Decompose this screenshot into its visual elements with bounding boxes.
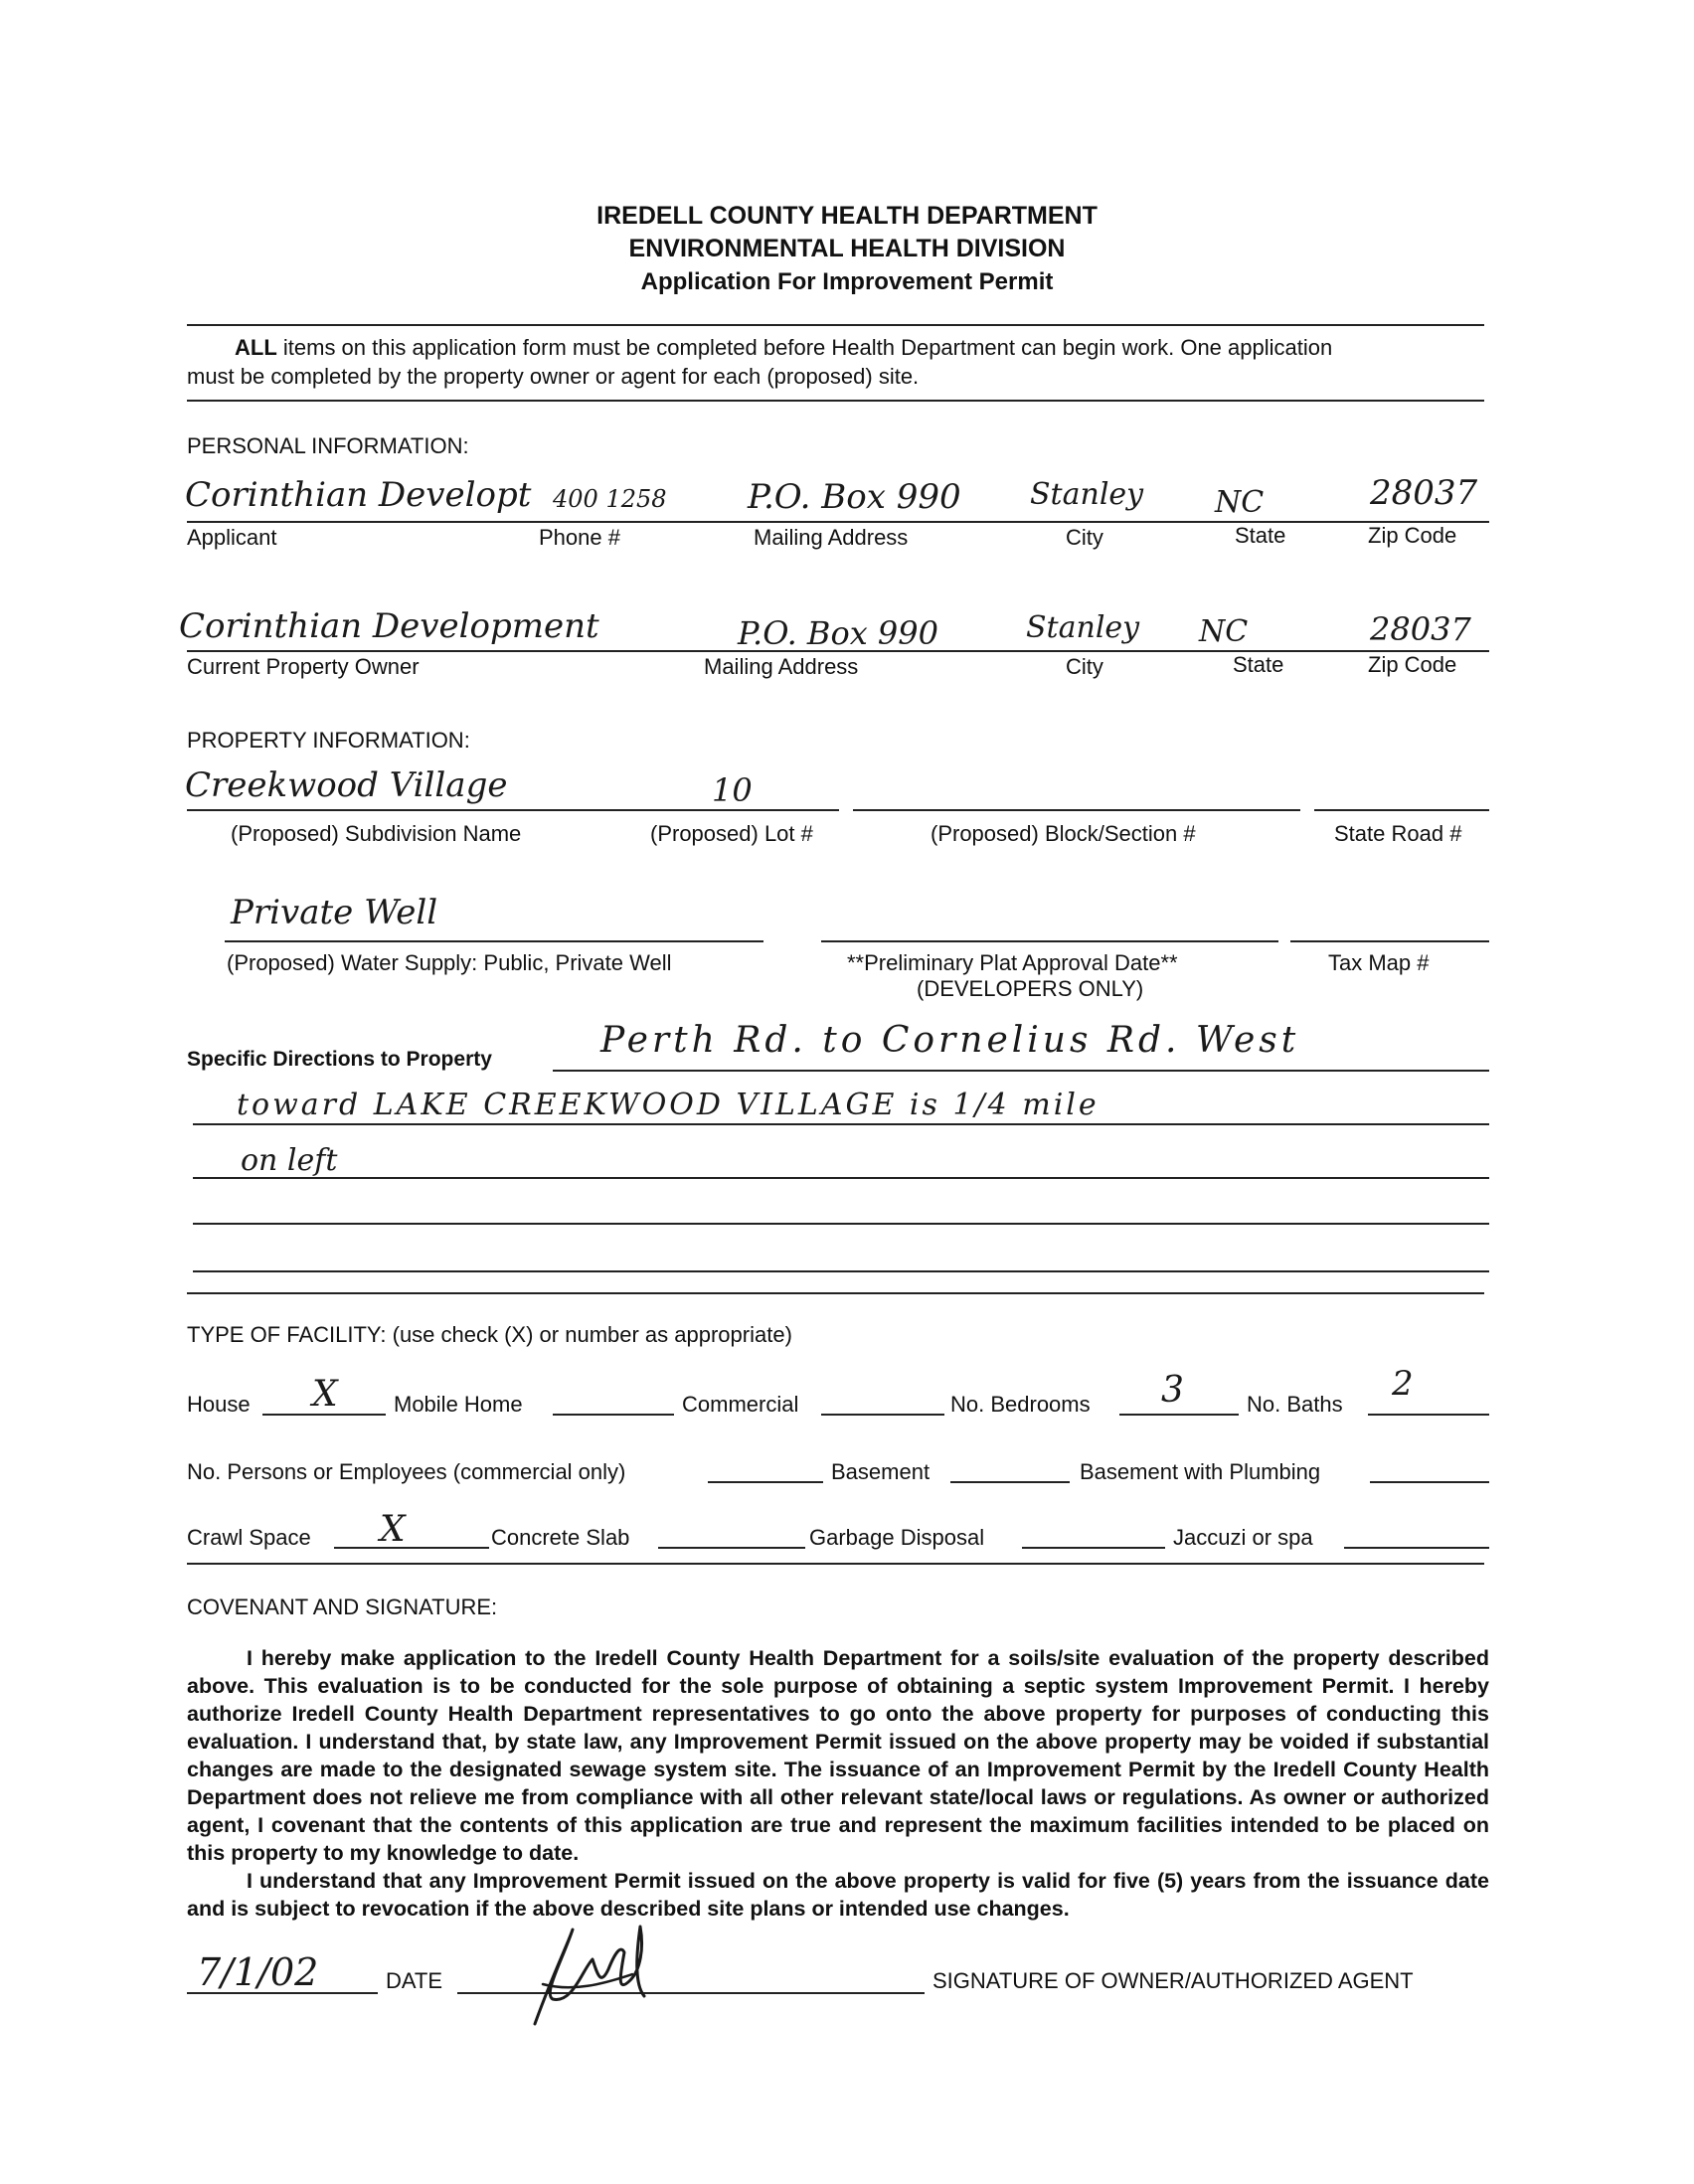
owner-zip-value[interactable]: 28037	[1370, 610, 1471, 648]
signature-label: SIGNATURE OF OWNER/AUTHORIZED AGENT	[932, 1968, 1414, 1993]
phone-label: Phone #	[539, 525, 620, 550]
intro-line-1	[235, 335, 1332, 361]
crawl-space-label: Crawl Space	[187, 1525, 311, 1550]
baths-line	[1368, 1414, 1489, 1416]
city-value[interactable]: Stanley	[1030, 477, 1144, 512]
house-checkbox[interactable]: X	[312, 1374, 338, 1415]
crawl-space-line	[334, 1547, 489, 1549]
state-road-label: State Road #	[1334, 821, 1462, 846]
plat-approval-label: **Preliminary Plat Approval Date**	[847, 950, 1178, 975]
basement-plumbing-line[interactable]	[1370, 1481, 1489, 1483]
owner-line	[187, 650, 1489, 652]
baths-label: No. Baths	[1247, 1392, 1343, 1417]
basement-line[interactable]	[950, 1481, 1070, 1483]
bedrooms-value[interactable]: 3	[1161, 1370, 1184, 1411]
garbage-disposal-label: Garbage Disposal	[809, 1525, 985, 1550]
mobile-home-line[interactable]	[553, 1414, 674, 1416]
division-title: ENVIRONMENTAL HEALTH DIVISION	[628, 235, 1066, 262]
baths-value[interactable]: 2	[1392, 1364, 1414, 1404]
divider	[187, 1292, 1484, 1294]
date-line	[187, 1992, 378, 1994]
department-title: IREDELL COUNTY HEALTH DEPARTMENT	[596, 202, 1098, 230]
zip-value[interactable]: 28037	[1370, 473, 1478, 513]
directions-underline-2	[193, 1123, 1489, 1125]
directions-underline-4	[193, 1223, 1489, 1225]
date-label: DATE	[386, 1968, 443, 1993]
applicant-value[interactable]: Corinthian Developt	[185, 475, 532, 515]
concrete-slab-label: Concrete Slab	[491, 1525, 630, 1550]
city-label: City	[1066, 525, 1103, 550]
basement-plumbing-label: Basement with Plumbing	[1080, 1459, 1321, 1484]
divider	[187, 1563, 1484, 1565]
directions-line-3[interactable]: on left	[241, 1143, 338, 1178]
facility-heading	[187, 1322, 792, 1348]
directions-label: Specific Directions to Property	[187, 1048, 492, 1071]
bedrooms-line	[1119, 1414, 1239, 1416]
subdivision-label: (Proposed) Subdivision Name	[231, 821, 522, 846]
owner-mailing-value[interactable]: P.O. Box 990	[738, 614, 938, 652]
directions-line-1[interactable]: Perth Rd. to Cornelius Rd. West	[600, 1020, 1300, 1061]
mailing-address-label: Mailing Address	[754, 525, 909, 550]
divider	[187, 324, 1484, 326]
house-label: House	[187, 1392, 251, 1417]
water-line	[225, 940, 763, 942]
owner-state-label: State	[1233, 652, 1284, 677]
applicant-label: Applicant	[187, 525, 277, 550]
facility-heading-note: (use check (X) or number as appropriate)	[386, 1322, 792, 1347]
zip-label: Zip Code	[1368, 523, 1457, 548]
persons-line[interactable]	[708, 1481, 823, 1483]
garbage-disposal-line[interactable]	[1022, 1547, 1165, 1549]
bedrooms-label: No. Bedrooms	[950, 1392, 1091, 1417]
applicant-line	[187, 521, 1489, 523]
block-line	[853, 809, 1300, 811]
road-line	[1314, 809, 1489, 811]
personal-info-heading: PERSONAL INFORMATION:	[187, 433, 469, 458]
commercial-line[interactable]	[821, 1414, 944, 1416]
directions-line-2[interactable]: toward LAKE CREEKWOOD VILLAGE is 1/4 mile	[237, 1088, 1100, 1122]
date-value[interactable]: 7/1/02	[197, 1950, 319, 1994]
taxmap-line	[1290, 940, 1489, 942]
water-supply-label: (Proposed) Water Supply: Public, Private Well	[227, 950, 672, 975]
owner-zip-label: Zip Code	[1368, 652, 1457, 677]
subdivision-value[interactable]: Creekwood Village	[185, 765, 508, 805]
owner-signature[interactable]	[513, 1915, 682, 2034]
plat-developers-label: (DEVELOPERS ONLY)	[917, 976, 1144, 1001]
owner-value[interactable]: Corinthian Development	[179, 606, 599, 646]
facility-heading-bold: TYPE OF FACILITY:	[187, 1322, 387, 1347]
state-value[interactable]: NC	[1215, 485, 1265, 520]
owner-city-label: City	[1066, 654, 1103, 679]
block-label: (Proposed) Block/Section #	[931, 821, 1196, 846]
lot-value[interactable]: 10	[712, 771, 753, 809]
mobile-home-label: Mobile Home	[394, 1392, 523, 1417]
owner-label: Current Property Owner	[187, 654, 420, 679]
covenant-heading: COVENANT AND SIGNATURE:	[187, 1595, 498, 1619]
intro-all: ALL	[235, 335, 277, 360]
owner-state-value[interactable]: NC	[1199, 614, 1249, 649]
concrete-slab-line[interactable]	[658, 1547, 805, 1549]
persons-label: No. Persons or Employees (commercial only)	[187, 1459, 626, 1484]
form-title: Application For Improvement Permit	[640, 268, 1054, 295]
phone-value[interactable]: 400 1258	[553, 485, 667, 513]
crawl-space-checkbox[interactable]: X	[380, 1509, 406, 1550]
intro-text: items on this application form must be completed before Health Department can begin work. One application	[276, 335, 1333, 360]
divider	[187, 400, 1484, 402]
subdivision-line	[187, 809, 839, 811]
state-label: State	[1235, 523, 1286, 548]
directions-underline-3	[193, 1177, 1489, 1179]
directions-underline-1	[553, 1070, 1489, 1072]
jacuzzi-line[interactable]	[1344, 1547, 1489, 1549]
property-info-heading: PROPERTY INFORMATION:	[187, 728, 470, 753]
owner-city-value[interactable]: Stanley	[1026, 610, 1140, 645]
commercial-label: Commercial	[682, 1392, 799, 1417]
covenant-paragraph-1: I hereby make application to the Iredell County Health Department for a soils/site evaluation of the property described above. This evaluation is to be conducted for the sole purpose of obtaining a septic system Improvement Permit. I hereby authorize Iredell County Health Department representatives to go onto the above property for purposes of conducting this evaluation. I understand that, by state law, any Improvement Permit issued on the above property may be voided if substantial changes are made to the designated sewage system site. The issuance of an Improvement Permit by the Iredell County Health Department does not relieve me from compliance with all other relevant state/local laws or regulations. As owner or authorized agent, I covenant that the contents of this application are true and represent the maximum facilities intended to be placed on this property to my knowledge to date.	[187, 1646, 1489, 1865]
owner-mailing-label: Mailing Address	[704, 654, 859, 679]
directions-underline-5	[193, 1270, 1489, 1272]
water-supply-value[interactable]: Private Well	[231, 893, 438, 932]
basement-label: Basement	[831, 1459, 931, 1484]
intro-line-2: must be completed by the property owner or agent for each (proposed) site.	[187, 364, 920, 389]
lot-label: (Proposed) Lot #	[650, 821, 813, 846]
tax-map-label: Tax Map #	[1328, 950, 1430, 975]
mailing-address-value[interactable]: P.O. Box 990	[748, 477, 961, 517]
covenant-paragraph-2: I understand that any Improvement Permit issued on the above property is valid for five (5) years from the issuance date and is subject to revocation if the above described site plans or intended use changes.	[187, 1869, 1489, 1921]
plat-line	[821, 940, 1278, 942]
jacuzzi-label: Jaccuzi or spa	[1173, 1525, 1313, 1550]
covenant-text	[187, 1644, 1489, 1923]
